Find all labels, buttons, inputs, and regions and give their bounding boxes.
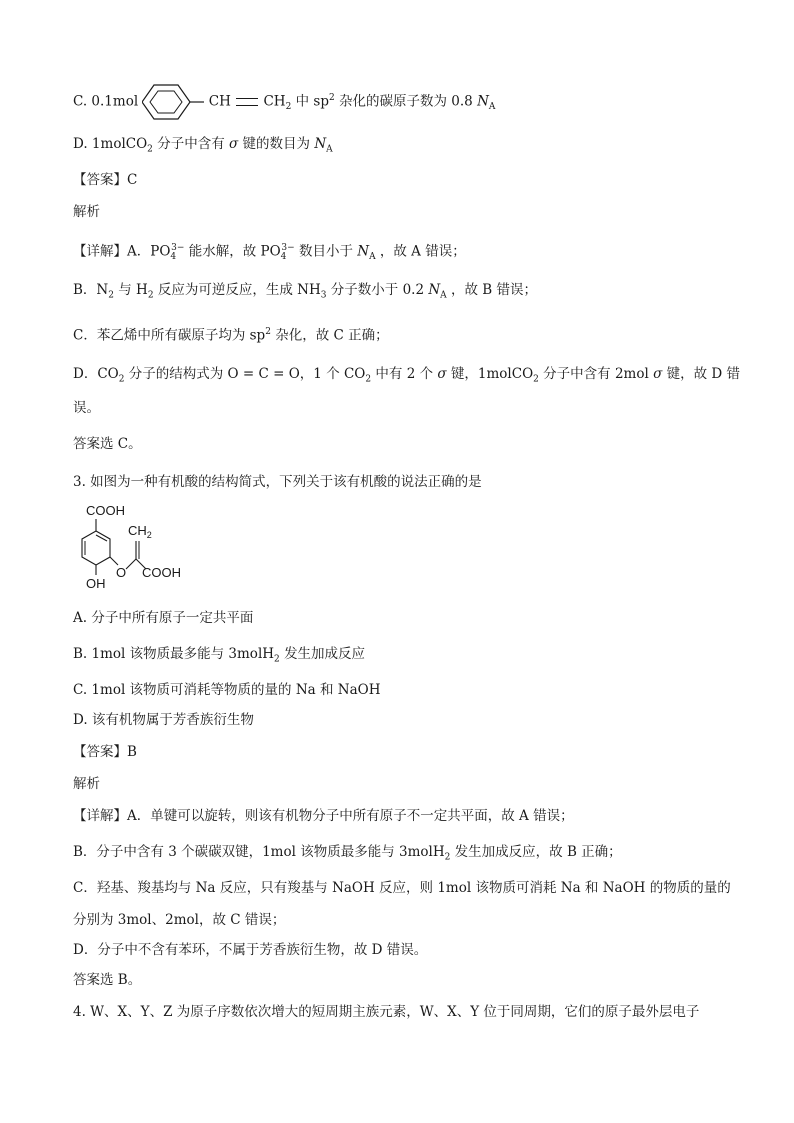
q2-detail-a: 【详解】A．$PO_4^{3-}$ 能水解，故 $PO_4^{3-}$ 数目小于 $N_A$ ，故 A 错误；: [73, 243, 466, 263]
label-cooh-right: COOH: [142, 565, 181, 580]
organic-acid-structure-icon: [66, 503, 206, 593]
q2-option-c: C. 0.1mol CH $CH_2$ 中 $sp^2$ 杂化的碳原子数为 0.8 $N_A$: [73, 82, 724, 122]
q3-answer: 【答案】B: [73, 744, 137, 760]
q2-analysis-heading: 解析: [73, 204, 100, 220]
q3-detail-b: B．分子中含有 3 个碳碳双键，1mol 该物质最多能与 3molH$_2$ 发生加成反应，故 B 正确；: [73, 844, 622, 863]
q2-detail-b: B．$N_2$ 与 $H_2$ 反应为可逆反应，生成 $NH_3$ 分子数小于 0.2 $N_A$ ，故 B 错误；: [73, 282, 537, 301]
q3-option-c: C. 1mol 该物质可消耗等物质的量的 Na 和 NaOH: [73, 682, 381, 698]
q3-detail-c: C．羟基、羧基均与 Na 反应，只有羧基与 NaOH 反应，则 1mol 该物质可消耗 Na 和 NaOH 的物质的量的: [73, 880, 731, 896]
q2-detail-d-continued: 误。: [73, 400, 100, 416]
q3-analysis-heading: 解析: [73, 776, 100, 792]
q2-choose: 答案选 C。: [73, 436, 142, 452]
label-ch2: $CH_2$: [128, 523, 152, 540]
q4-stem: 4. W、X、Y、Z 为原子序数依次增大的短周期主族元素，W、X、Y 位于同周期，它们的原子最外层电子: [73, 1004, 700, 1020]
q3-detail-c-continued: 分别为 3mol、2mol，故 C 错误；: [73, 912, 286, 928]
double-bond: [236, 98, 258, 106]
q3-detail-a: 【详解】A．单键可以旋转，则该有机物分子中所有原子不一定共平面，故 A 错误；: [73, 808, 574, 824]
q2-answer: 【答案】C: [73, 172, 138, 188]
q3-choose: 答案选 B。: [73, 972, 142, 988]
label-oh: OH: [86, 576, 106, 591]
q2-option-d: D. 1molCO$_2$ 分子中含有 σ 键的数目为 $N_A$: [73, 136, 333, 155]
q3-option-a: A. 分子中所有原子一定共平面: [73, 610, 254, 626]
q3-option-b: B. 1mol 该物质最多能与 3molH$_2$ 发生加成反应: [73, 646, 366, 665]
q2-detail-c: C．苯乙烯中所有碳原子均为 $sp^2$ 杂化，故 C 正确；: [73, 327, 389, 344]
label-cooh-top: COOH: [86, 503, 125, 518]
q3-detail-d: D．分子中不含有苯环，不属于芳香族衍生物，故 D 错误。: [73, 942, 428, 958]
q3-stem: 3. 如图为一种有机酸的结构简式，下列关于该有机酸的说法正确的是: [73, 474, 482, 490]
q2-detail-d: D．$CO_2$ 分子的结构式为 O = C = O，1 个 $CO_2$ 中有 2 个 σ 键，1molCO$_2$ 分子中含有 2mol σ 键，故 D 错: [73, 366, 741, 385]
q3-option-d: D. 该有机物属于芳香族衍生物: [73, 712, 254, 728]
benzene-ring-icon: [142, 82, 204, 122]
label-o: O: [116, 565, 127, 580]
